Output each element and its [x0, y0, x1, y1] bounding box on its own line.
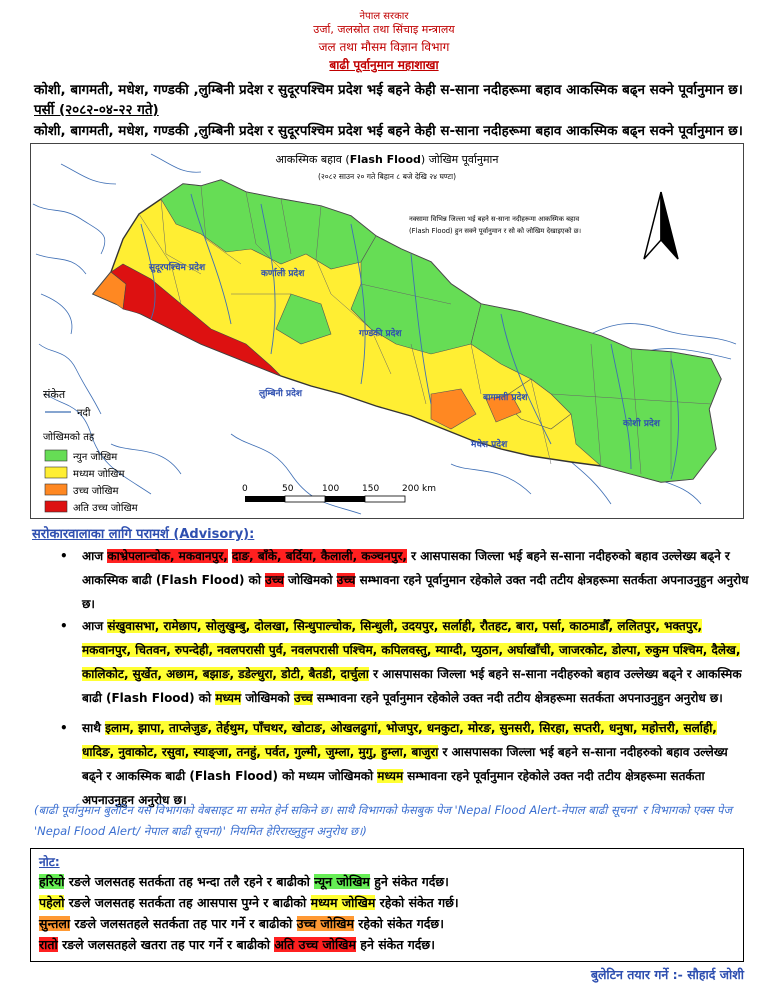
- legend-swatch: [45, 450, 67, 461]
- scale-tick-label: 100: [322, 484, 340, 494]
- legend-label: अति उच्च जोखिम: [73, 503, 138, 514]
- map-svg: [31, 144, 743, 518]
- province-label-gandaki: गण्डकी प्रदेश: [359, 329, 402, 339]
- header-department: जल तथा मौसम विज्ञान विभाग: [318, 40, 450, 54]
- bullet-dot-icon: •: [60, 721, 68, 735]
- legend-swatch: [45, 501, 67, 512]
- map-note-line2: (Flash Flood) हुन सक्ने पूर्वानुमान र सो को जोखिम देखाइएको छ।: [409, 227, 582, 235]
- footnote-website-info: (बाढी पूर्वानुमान बुलेटिन यस विभागको वेबसाइट मा समेत हेर्न सकिने छ। साथै विभागको फेसबुक पेज 'Nepal Flood Alert-नेपाल बाढी सूचना' र विभागको एक्स पेज 'Nepal Flood Alert/ नेपाल बाढी सूचना)' नियमित हेरिराख्नुहुन अनुरोध छ।): [34, 803, 732, 838]
- summary-dayafter: कोशी, बागमती, मधेश, गण्डकी ,लुम्बिनी प्रदेश र सुदूरपश्चिम प्रदेश भई बहने केही स-साना नदीहरूमा बहाव आकस्मिक बढ्न सक्ने पूर्वानुमान छ।: [34, 123, 743, 139]
- advisory-bullet-3-text: साथै इलाम, झापा, ताप्लेजुङ, तेर्हथुम, पाँचथर, खोटाङ, ओखलढुगां, भोजपुर, धनकुटा, मोरङ, सुनसरी, सिरहा, सप्तरी, धनुषा, महोत्तरी, सर्लाही, धादिङ, नुवाकोट, रसुवा, स्याङ्जा, तनहुं, पर्वत, गुल्मी, जुम्ला, मुगु, हुम्ला, बाजुरा र आसपासका जिल्ला भई बहने स-साना नदीहरुको बहाव उल्लेख्य बढ्ने र आकस्मिक बाढी (Flash Flood) को मध्यम जोखिमको मध्यम सम्भावना रहने पूर्वानुमान रहेकोले उक्त नदी तटीय क्षेत्रहरूमा सतर्कता अपनाउनुहुन अनुरोध छ।: [82, 721, 728, 807]
- province-label-bagmati: बागमती प्रदेश: [483, 393, 528, 403]
- note-line-green: हरियो रङले जलसतह सतर्कता तह भन्दा तलै रहने र बाढीको न्यून जोखिम हुने संकेत गर्दछ।: [39, 874, 449, 889]
- legend-label: मध्यम जोखिम: [73, 469, 125, 480]
- header-government: नेपाल सरकार: [359, 11, 409, 22]
- advisory-title: सरोकारवालाका लागि परामर्श (Advisory):: [32, 527, 255, 542]
- map-note-line1: नक्सामा विभिन्न जिल्ला भई बहने स-साना नदीहरूमा आकस्मिक बहाव: [409, 215, 580, 223]
- scale-tick-label: 50: [282, 484, 294, 494]
- province-label-lumbini: लुम्बिनी प्रदेश: [259, 389, 302, 399]
- legend-title: संकेत: [43, 388, 66, 401]
- province-label-koshi: कोशी प्रदेश: [623, 419, 660, 429]
- advisory-bullet-1-text: आज काभ्रेपलान्चोक, मकवानपुर, दाङ, बाँके, बर्दिया, कैलाली, कञ्चनपुर, र आसपासका जिल्ला भई बहने स-साना नदीहरुको बहाव उल्लेख्य बढ्ने र आकस्मिक बाढी (Flash Flood) को उच्च जोखिमको उच्च सम्भावना रहने पूर्वानुमान रहेकोले उक्त नदी तटीय क्षेत्रहरूमा सतर्कता अपनाउनुहुन अनुरोध छ।: [82, 549, 749, 611]
- legend-river-label: नदी: [77, 408, 91, 419]
- bullet-dot-icon: •: [60, 549, 68, 563]
- advisory-bullet-2-text: आज संखुवासभा, रामेछाप, सोलुखुम्बु, दोलखा, सिन्धुपाल्चोक, सिन्धुली, उदयपुर, सर्लाही, रौतहट, बारा, पर्सा, काठमाडौँ, ललितपुर, भक्तपुर, मकवानपुर, चितवन, रुपन्देही, नवलपरासी पुर्व, नवलपरासी पश्चिम, कपिलवस्तु, म्याग्दी, प्युठान, अर्घाखाँची, जाजरकोट, डोल्पा, रुकुम पश्चिम, दैलेख, कालिकोट, सुर्खेत, अछाम, बझाङ, डडेल्धुरा, डोटी, बैतडी, दार्चुला र आसपासका जिल्ला भई बहने स-साना नदीहरुको बहाव उल्लेख्य बढ्ने र आकस्मिक बाढी (Flash Flood) को मध्यम जोखिमको उच्च सम्भावना रहने पूर्वानुमान रहेकोले उक्त नदी तटीय क्षेत्रहरूमा सतर्कता अपनाउनुहुन अनुरोध छ।: [82, 619, 742, 705]
- legend-risk-title: जोखिमको तह: [43, 432, 95, 443]
- map-title: आकस्मिक बहाव (Flash Flood) जोखिम पूर्वानुमान: [275, 153, 499, 166]
- legend-label: न्युन जोखिम: [73, 452, 118, 463]
- header-ministry: उर्जा, जलस्रोत तथा सिंचाइ मन्त्रालय: [313, 23, 455, 36]
- legend-swatch: [45, 467, 67, 478]
- province-label-madhesh: मधेश प्रदेश: [471, 440, 508, 450]
- scale-bar: [245, 496, 405, 502]
- province-label-karnali: कर्णाली प्रदेश: [261, 269, 305, 279]
- bulletin-signature: बुलेटिन तयार गर्ने :- सौहार्द जोशी: [590, 967, 744, 982]
- note-line-red: रातो रङले जलसतहले खतरा तह पार गर्ने र बाढीको अति उच्च जोखिम हने संकेत गर्दछ।: [39, 937, 435, 952]
- summary-today: कोशी, बागमती, मधेश, गण्डकी ,लुम्बिनी प्रदेश र सुदूरपश्चिम प्रदेश भई बहने केही स-साना नदीहरूमा बहाव आकस्मिक बढ्न सक्ने पूर्वानुमान छ।: [34, 82, 743, 98]
- note-line-orange: सुन्तला रङले जलसतहले सतर्कता तह पार गर्ने र बाढीको उच्च जोखिम रहेको संकेत गर्दछ।: [39, 916, 444, 931]
- scale-tick-label: 200 km: [402, 484, 437, 494]
- legend-label: उच्च जोखिम: [73, 486, 119, 497]
- note-line-yellow: पहेलो रङले जलसतह सतर्कता तह आसपास पुग्ने र बाढीको मध्यम जोखिम रहेको संकेत गर्छ।: [39, 895, 459, 910]
- note-box: [30, 848, 744, 962]
- note-title: नोट:: [39, 855, 60, 869]
- day-after-label: पर्सी (२०८२-०४-२२ गते): [34, 102, 159, 118]
- scale-tick-label: 150: [362, 484, 380, 494]
- flash-flood-risk-map: [30, 143, 744, 519]
- scale-tick-label: 0: [242, 484, 248, 494]
- header-division: बाढी पूर्वानुमान महाशाखा: [329, 58, 439, 72]
- bullet-dot-icon: •: [60, 619, 68, 633]
- map-subtitle: (२०८२ साउन २० गते बिहान ८ बजे देखि २४ घण्टा): [317, 172, 457, 181]
- province-label-sudurpaschim: सुदूरपश्चिम प्रदेश: [149, 263, 206, 273]
- legend-swatch: [45, 484, 67, 495]
